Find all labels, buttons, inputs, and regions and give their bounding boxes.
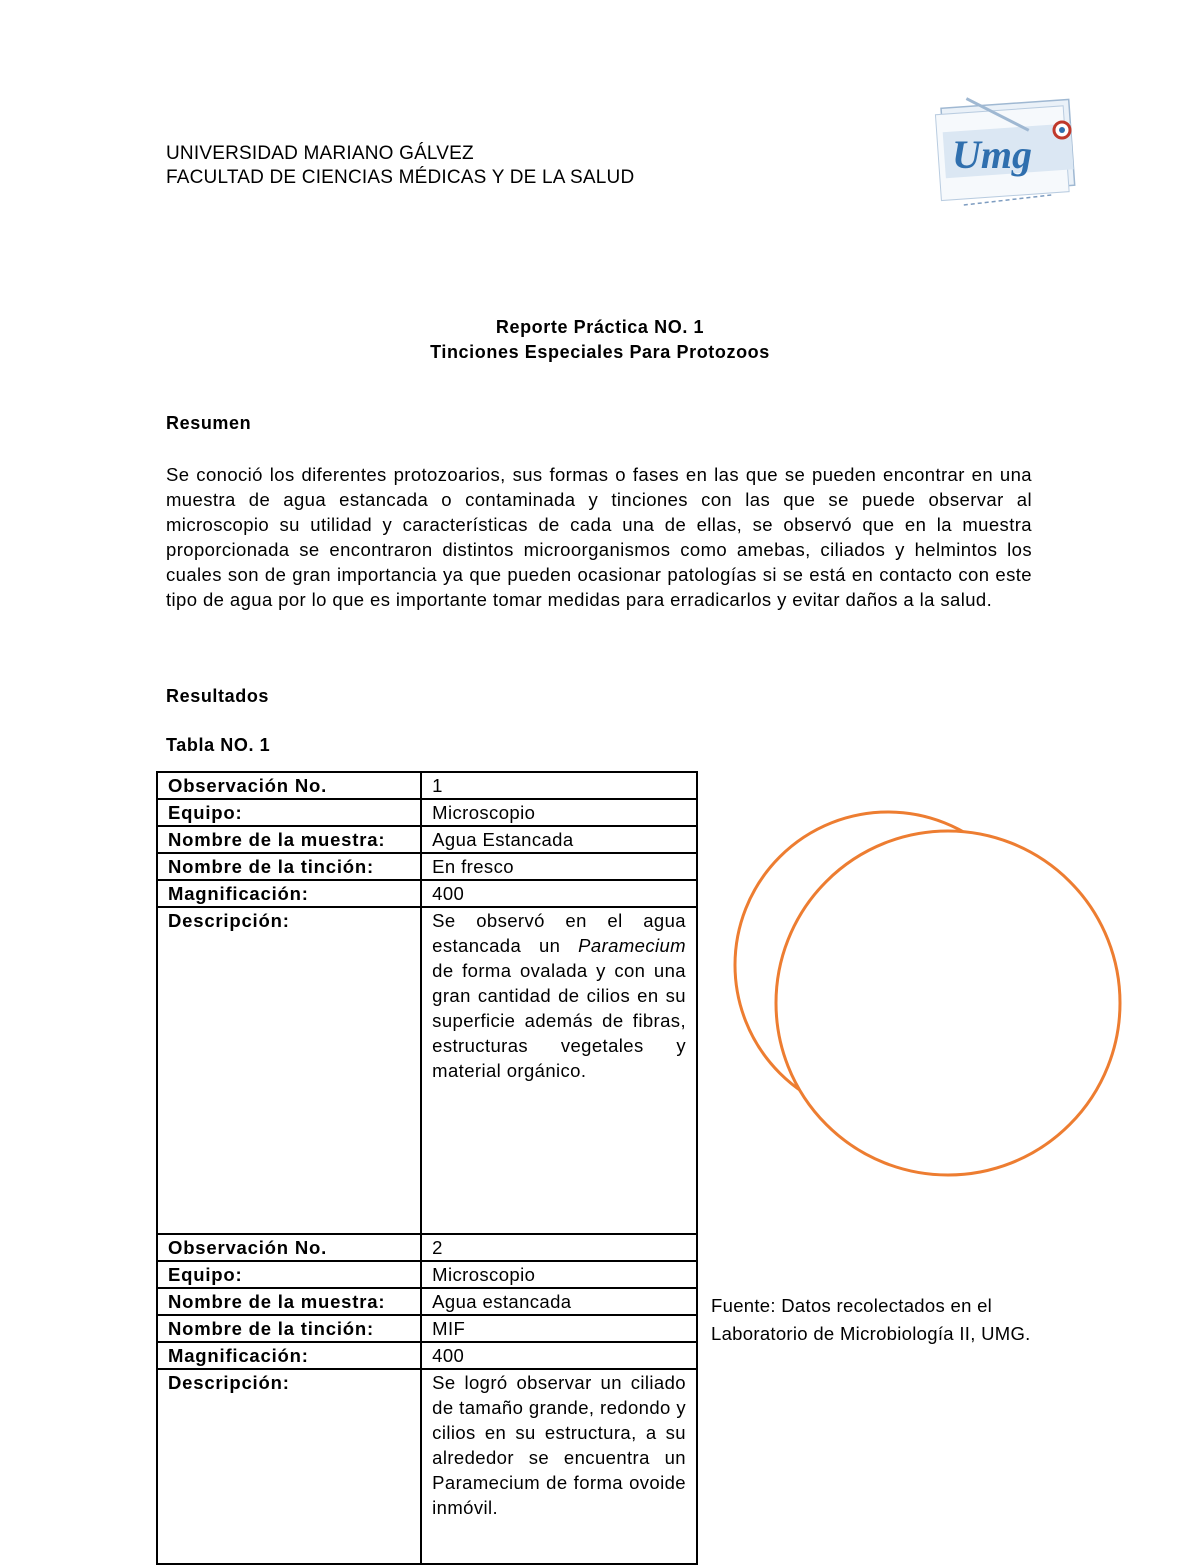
summary-heading: Resumen [166, 413, 252, 433]
table-row [157, 1315, 697, 1342]
stain-label: Nombre de la tinción: [157, 1315, 421, 1342]
observation-number-label: Observación No. [157, 772, 421, 799]
table-title: Tabla NO. 1 [166, 735, 271, 755]
observation-number-value: 2 [421, 1234, 697, 1261]
image-placeholder-circles [720, 790, 1140, 1190]
equipment-label: Equipo: [157, 799, 421, 826]
table-row [157, 907, 697, 1234]
equipment-value: Microscopio [421, 1261, 697, 1288]
magnification-label: Magnificación: [157, 880, 421, 907]
umg-logo [930, 90, 1080, 208]
description-value: Se logró observar un ciliado de tamaño grande, redondo y cilios en su estructura, a su alrededor se encuentra un Paramecium de forma ovoide inmóvil. [421, 1369, 697, 1564]
sample-value: Agua estancada [421, 1288, 697, 1315]
table-row [157, 1261, 697, 1288]
image-placeholder-circle-front [776, 831, 1120, 1175]
stain-value: MIF [421, 1315, 697, 1342]
faculty-name: FACULTAD DE CIENCIAS MÉDICAS Y DE LA SALUD [166, 167, 635, 188]
sample-label: Nombre de la muestra: [157, 1288, 421, 1315]
table-row [157, 826, 697, 853]
table-row [157, 853, 697, 880]
table-row [157, 1234, 697, 1261]
description-italic-organism: Paramecium [578, 935, 686, 956]
description-value [421, 907, 697, 1234]
svg-text:Umg: Umg [952, 132, 1032, 177]
institution-header [166, 142, 634, 190]
results-heading: Resultados [166, 686, 270, 706]
observation-number-value: 1 [421, 772, 697, 799]
observation-number-label: Observación No. [157, 1234, 421, 1261]
summary-text: Se conoció los diferentes protozoarios, sus formas o fases en las que se pueden encontrar en una muestra de agua estancada o contaminada y tinciones con las que se puede observar al microscopio su utilidad y características de cada una de ellas, se observó que en la muestra proporcionada se encontraron distintos microorganismos como amebas, ciliados y helmintos los cuales son de gran importancia ya que pueden ocasionar patologías si se está en contacto con este tipo de agua por lo que es importante tomar medidas para erradicarlos y evitar daños a la salud. [166, 464, 1032, 610]
table-row [157, 880, 697, 907]
table-row [157, 1369, 697, 1564]
table-row [157, 1288, 697, 1315]
university-name: UNIVERSIDAD MARIANO GÁLVEZ [166, 143, 474, 164]
stain-label: Nombre de la tinción: [157, 853, 421, 880]
sample-label: Nombre de la muestra: [157, 826, 421, 853]
description-label: Descripción: [157, 907, 421, 1234]
equipment-label: Equipo: [157, 1261, 421, 1288]
magnification-value: 400 [421, 1342, 697, 1369]
report-title-block [0, 315, 1200, 365]
description-text-post: de forma ovalada y con una gran cantidad de cilios en su superficie además de fibras, estructuras vegetales y material orgánico. [432, 960, 686, 1081]
table-row [157, 799, 697, 826]
description-text-pre: Se observó en el agua estancada un [432, 910, 686, 956]
sample-value: Agua Estancada [421, 826, 697, 853]
magnification-value: 400 [421, 880, 697, 907]
equipment-value: Microscopio [421, 799, 697, 826]
table-row [157, 772, 697, 799]
report-subtitle: Tinciones Especiales Para Protozoos [430, 342, 770, 362]
source-note: Fuente: Datos recolectados en el Laboratorio de Microbiología II, UMG. [711, 1295, 1031, 1344]
observations-table [156, 771, 698, 1565]
stain-value: En fresco [421, 853, 697, 880]
description-label: Descripción: [157, 1369, 421, 1564]
magnification-label: Magnificación: [157, 1342, 421, 1369]
table-row [157, 1342, 697, 1369]
report-title: Reporte Práctica NO. 1 [495, 317, 705, 337]
